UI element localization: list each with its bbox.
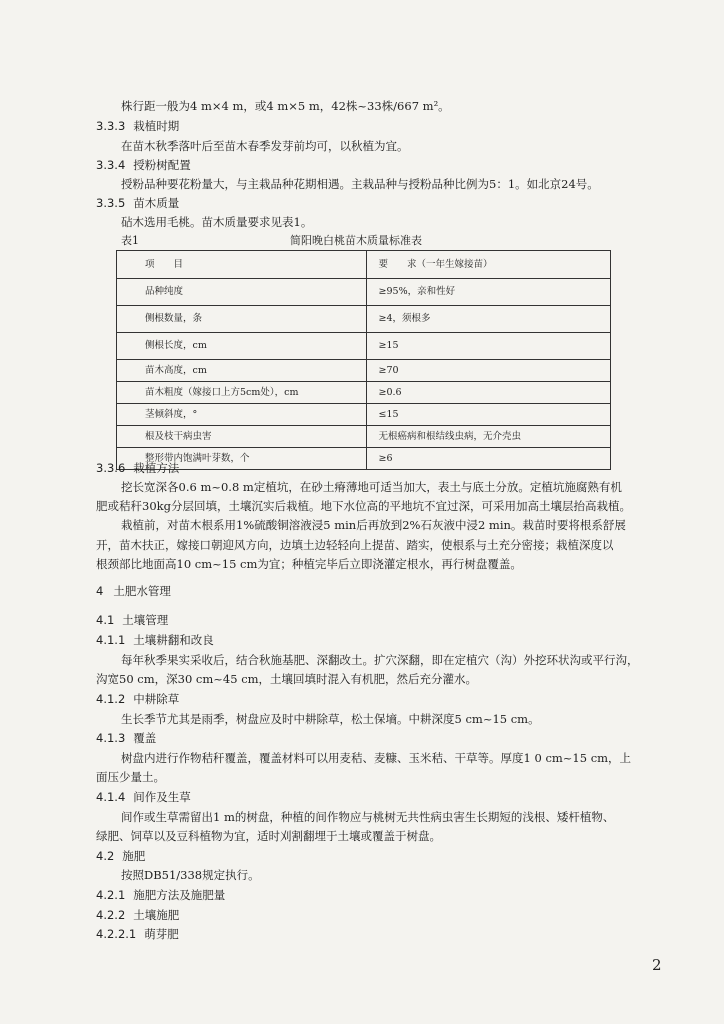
table-row — [117, 426, 611, 448]
section-title: 栽植方法 — [133, 461, 180, 475]
section-number: 4 — [96, 584, 104, 598]
text-line: 沟宽50 cm，深30 cm~45 cm，土壤回填时混入有机肥，然后充分灌水。 — [96, 672, 478, 686]
text-line: 砧木选用毛桃。苗木质量要求见表1。 — [121, 215, 313, 229]
section-number: 3.3.4 — [96, 158, 126, 172]
text-line: 按照DB51/338规定执行。 — [121, 868, 260, 882]
table-row — [117, 279, 611, 306]
text-line: 栽植前，对苗木根系用1%硫酸铜溶液浸5 min后再放到2%石灰液中浸2 min。栽苗时要将根系舒展 — [121, 518, 626, 532]
section-number: 3.3.6 — [96, 461, 126, 475]
section-number: 4.1.2 — [96, 692, 126, 706]
table-cell: 茎倾斜度，° — [117, 404, 367, 426]
section-title: 土壤耕翻和改良 — [133, 633, 214, 647]
section-heading — [96, 730, 156, 746]
section-number: 4.1.3 — [96, 731, 126, 745]
section-title: 施肥方法及施肥量 — [133, 888, 226, 902]
section-heading — [96, 195, 179, 211]
section-number: 4.1.4 — [96, 790, 126, 804]
section-number: 4.1.1 — [96, 633, 126, 647]
text-line: 在苗木秋季落叶后至苗木春季发芽前均可，以秋植为宜。 — [121, 139, 409, 153]
section-title: 土壤施肥 — [133, 908, 180, 922]
table-cell: 整形带内饱满叶芽数，个 — [117, 448, 367, 470]
table-header-cell: 项 目 — [117, 251, 367, 279]
section-heading — [96, 926, 179, 942]
section-heading — [96, 848, 145, 864]
section-title: 土肥水管理 — [113, 584, 171, 598]
seedling-quality-table — [116, 250, 611, 470]
table-row — [117, 448, 611, 470]
section-title: 苗木质量 — [133, 196, 180, 210]
table-row — [117, 404, 611, 426]
table-cell: 侧根数量，条 — [117, 306, 367, 333]
table-cell: ≥15 — [366, 333, 610, 360]
text-line: 株行距一般为4 m×4 m，或4 m×5 m，42株~33株/667 m²。 — [121, 99, 450, 113]
section-heading — [96, 887, 225, 903]
section-number: 4.2 — [96, 849, 115, 863]
section-heading — [96, 157, 191, 173]
table-label: 表1 — [121, 234, 139, 247]
chapter-heading — [96, 583, 171, 599]
table-row — [117, 306, 611, 333]
table-cell: 苗木高度，cm — [117, 360, 367, 382]
section-title: 间作及生草 — [133, 790, 191, 804]
table-cell: 根及枝干病虫害 — [117, 426, 367, 448]
text-line: 树盘内进行作物秸秆覆盖，覆盖材料可以用麦秸、麦糠、玉米秸、干草等。厚度1 0 cm~15 cm，上 — [121, 751, 632, 765]
text-line: 面压少量土。 — [96, 770, 165, 784]
text-line: 根颈部比地面高10 cm~15 cm为宜；种植完毕后立即浇灌定根水，再行树盘覆盖。 — [96, 557, 522, 571]
section-heading — [96, 691, 179, 707]
section-number: 4.2.2 — [96, 908, 126, 922]
table-cell: 品种纯度 — [117, 279, 367, 306]
text-line: 开，苗木扶正，嫁接口朝迎风方向，边填土边轻轻向上提苗、踏实，使根系与土充分密接；栽植深度以 — [96, 538, 614, 552]
table-cell: 苗木粗度（嫁接口上方5cm处），cm — [117, 382, 367, 404]
section-title: 萌芽肥 — [144, 927, 179, 941]
page-number: 2 — [652, 956, 662, 974]
table-cell: 侧根长度，cm — [117, 333, 367, 360]
text-line: 生长季节尤其是雨季，树盘应及时中耕除草，松土保墒。中耕深度5 cm~15 cm。 — [121, 712, 540, 726]
text-line: 间作或生草需留出1 m的树盘，种植的间作物应与桃树无共性病虫害生长期短的浅根、矮杆植物、 — [121, 810, 615, 824]
section-number: 4.1 — [96, 613, 115, 627]
section-heading — [96, 632, 214, 648]
section-heading — [96, 460, 179, 476]
section-number: 4.2.2.1 — [96, 927, 137, 941]
table-cell: 无根癌病和根结线虫病，无介壳虫 — [366, 426, 610, 448]
table-row — [117, 382, 611, 404]
table-cell: ≥6 — [366, 448, 610, 470]
section-number: 3.3.5 — [96, 196, 126, 210]
table-cell: ≥0.6 — [366, 382, 610, 404]
table-header-cell: 要 求（一年生嫁接苗） — [366, 251, 610, 279]
section-title: 栽植时期 — [133, 119, 180, 133]
table-cell: ≥4，须根多 — [366, 306, 610, 333]
table-row — [117, 333, 611, 360]
section-title: 覆盖 — [133, 731, 157, 745]
section-title: 中耕除草 — [133, 692, 180, 706]
text-line: 授粉品种要花粉量大，与主栽品种花期相遇。主栽品种与授粉品种比例为5：1。如北京24号。 — [121, 177, 599, 191]
section-heading — [96, 907, 179, 923]
table-header-row — [117, 251, 611, 279]
text-line: 挖长宽深各0.6 m~0.8 m定植坑，在砂土瘠薄地可适当加大，表土与底土分放。定植坑施腐熟有机 — [121, 480, 622, 494]
section-heading — [96, 118, 179, 134]
table-title: 简阳晚白桃苗木质量标准表 — [290, 234, 422, 247]
text-line: 绿肥、饲草以及豆科植物为宜，适时刈割翻埋于土壤或覆盖于树盘。 — [96, 829, 441, 843]
section-number: 3.3.3 — [96, 119, 126, 133]
table-row — [117, 360, 611, 382]
section-number: 4.2.1 — [96, 888, 126, 902]
section-heading — [96, 612, 168, 628]
text-line: 肥或秸秆30kg分层回填，土壤沉实后栽植。地下水位高的平地坑不宜过深，可采用加高土壤层抬高栽植。 — [96, 499, 631, 513]
table-cell: ≥70 — [366, 360, 610, 382]
section-heading — [96, 789, 191, 805]
section-title: 授粉树配置 — [133, 158, 191, 172]
section-title: 施肥 — [122, 849, 146, 863]
section-title: 土壤管理 — [122, 613, 169, 627]
text-line: 每年秋季果实采收后，结合秋施基肥、深翻改土。扩穴深翻，即在定植穴（沟）外挖环状沟或平行沟， — [121, 653, 639, 667]
table-cell: ≤15 — [366, 404, 610, 426]
table-cell: ≥95%，亲和性好 — [366, 279, 610, 306]
